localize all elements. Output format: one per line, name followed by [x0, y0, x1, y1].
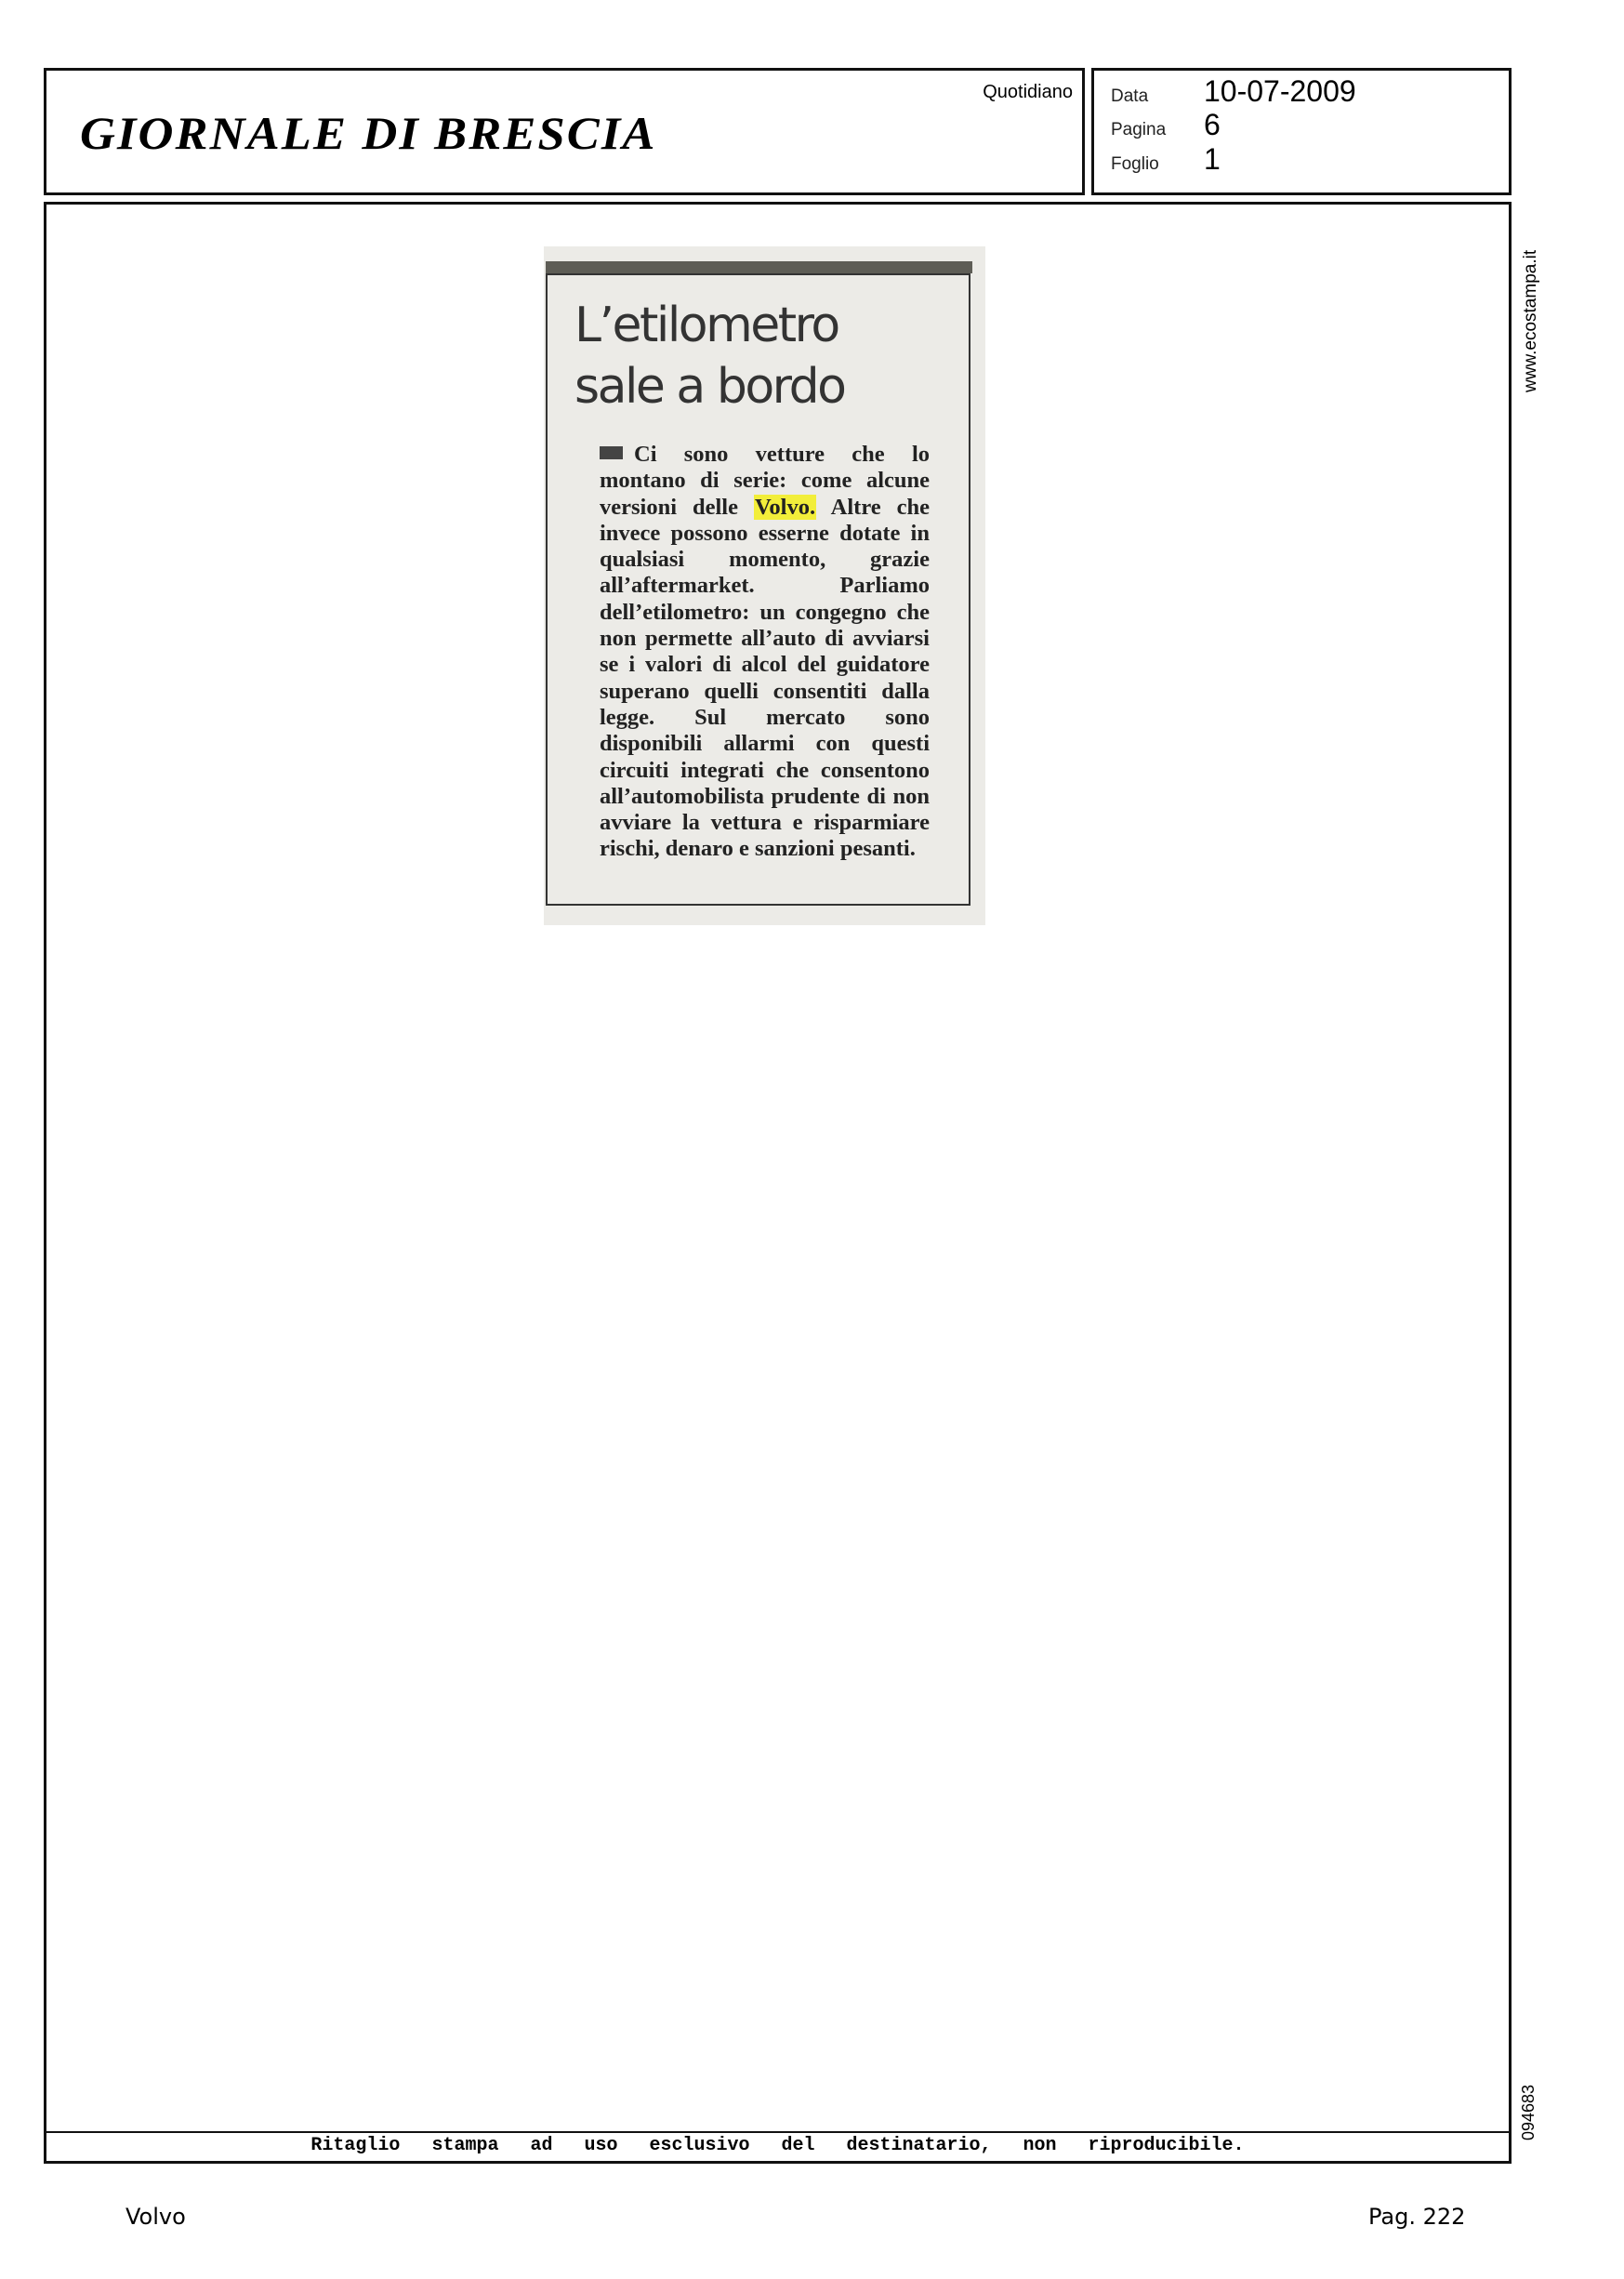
highlighted-keyword: Volvo.	[754, 494, 816, 520]
meta-label: Data	[1111, 86, 1149, 106]
meta-label: Foglio	[1111, 154, 1159, 174]
meta-row-date	[1111, 74, 1356, 109]
side-url: www.ecostampa.it	[1521, 249, 1540, 392]
metadata-box	[1091, 68, 1512, 195]
article-body	[600, 442, 930, 863]
publication-type: Quotidiano	[983, 82, 1073, 102]
newspaper-masthead: GIORNALE DI BRESCIA	[80, 107, 657, 159]
meta-row-page	[1111, 108, 1221, 142]
meta-value-page: 6	[1204, 108, 1221, 141]
meta-value-date: 10-07-2009	[1204, 74, 1356, 108]
clipping-top-rule	[546, 261, 972, 273]
meta-label: Pagina	[1111, 120, 1167, 139]
meta-value-sheet: 1	[1204, 142, 1221, 176]
article-title-line-1: L’etilometro	[574, 298, 838, 353]
article-body-intro: Ci sono vetture che lo montano di serie: come alcune versioni delle	[600, 442, 930, 520]
article-body-rest: Altre che invece possono esserne dotate in qualsiasi momento, grazie all’aftermarket. Parliamo dell’etilometro: un congegno che non permette all’auto di avviarsi se i valori di alcol del guidatore superano quelli consentiti dalla legge. Sul mercato sono disponibili allarmi con questi circuiti integrati che consentono all’automobilista prudente di non avviare la vettura e risparmiare rischi, denaro e sanzioni pesanti.	[600, 494, 930, 862]
bullet-square-icon	[600, 446, 623, 459]
page-number: Pag. 222	[1368, 2204, 1466, 2230]
meta-row-sheet	[1111, 142, 1221, 177]
masthead-box	[44, 68, 1085, 195]
article-title	[574, 295, 965, 417]
article-title-line-2: sale a bordo	[574, 359, 845, 415]
side-code: 094683	[1519, 2084, 1538, 2140]
article-clipping	[544, 246, 985, 925]
copyright-notice: Ritaglio stampa ad uso esclusivo del destinatario, non riproducibile.	[46, 2131, 1509, 2161]
keyword-label: Volvo	[125, 2204, 186, 2230]
